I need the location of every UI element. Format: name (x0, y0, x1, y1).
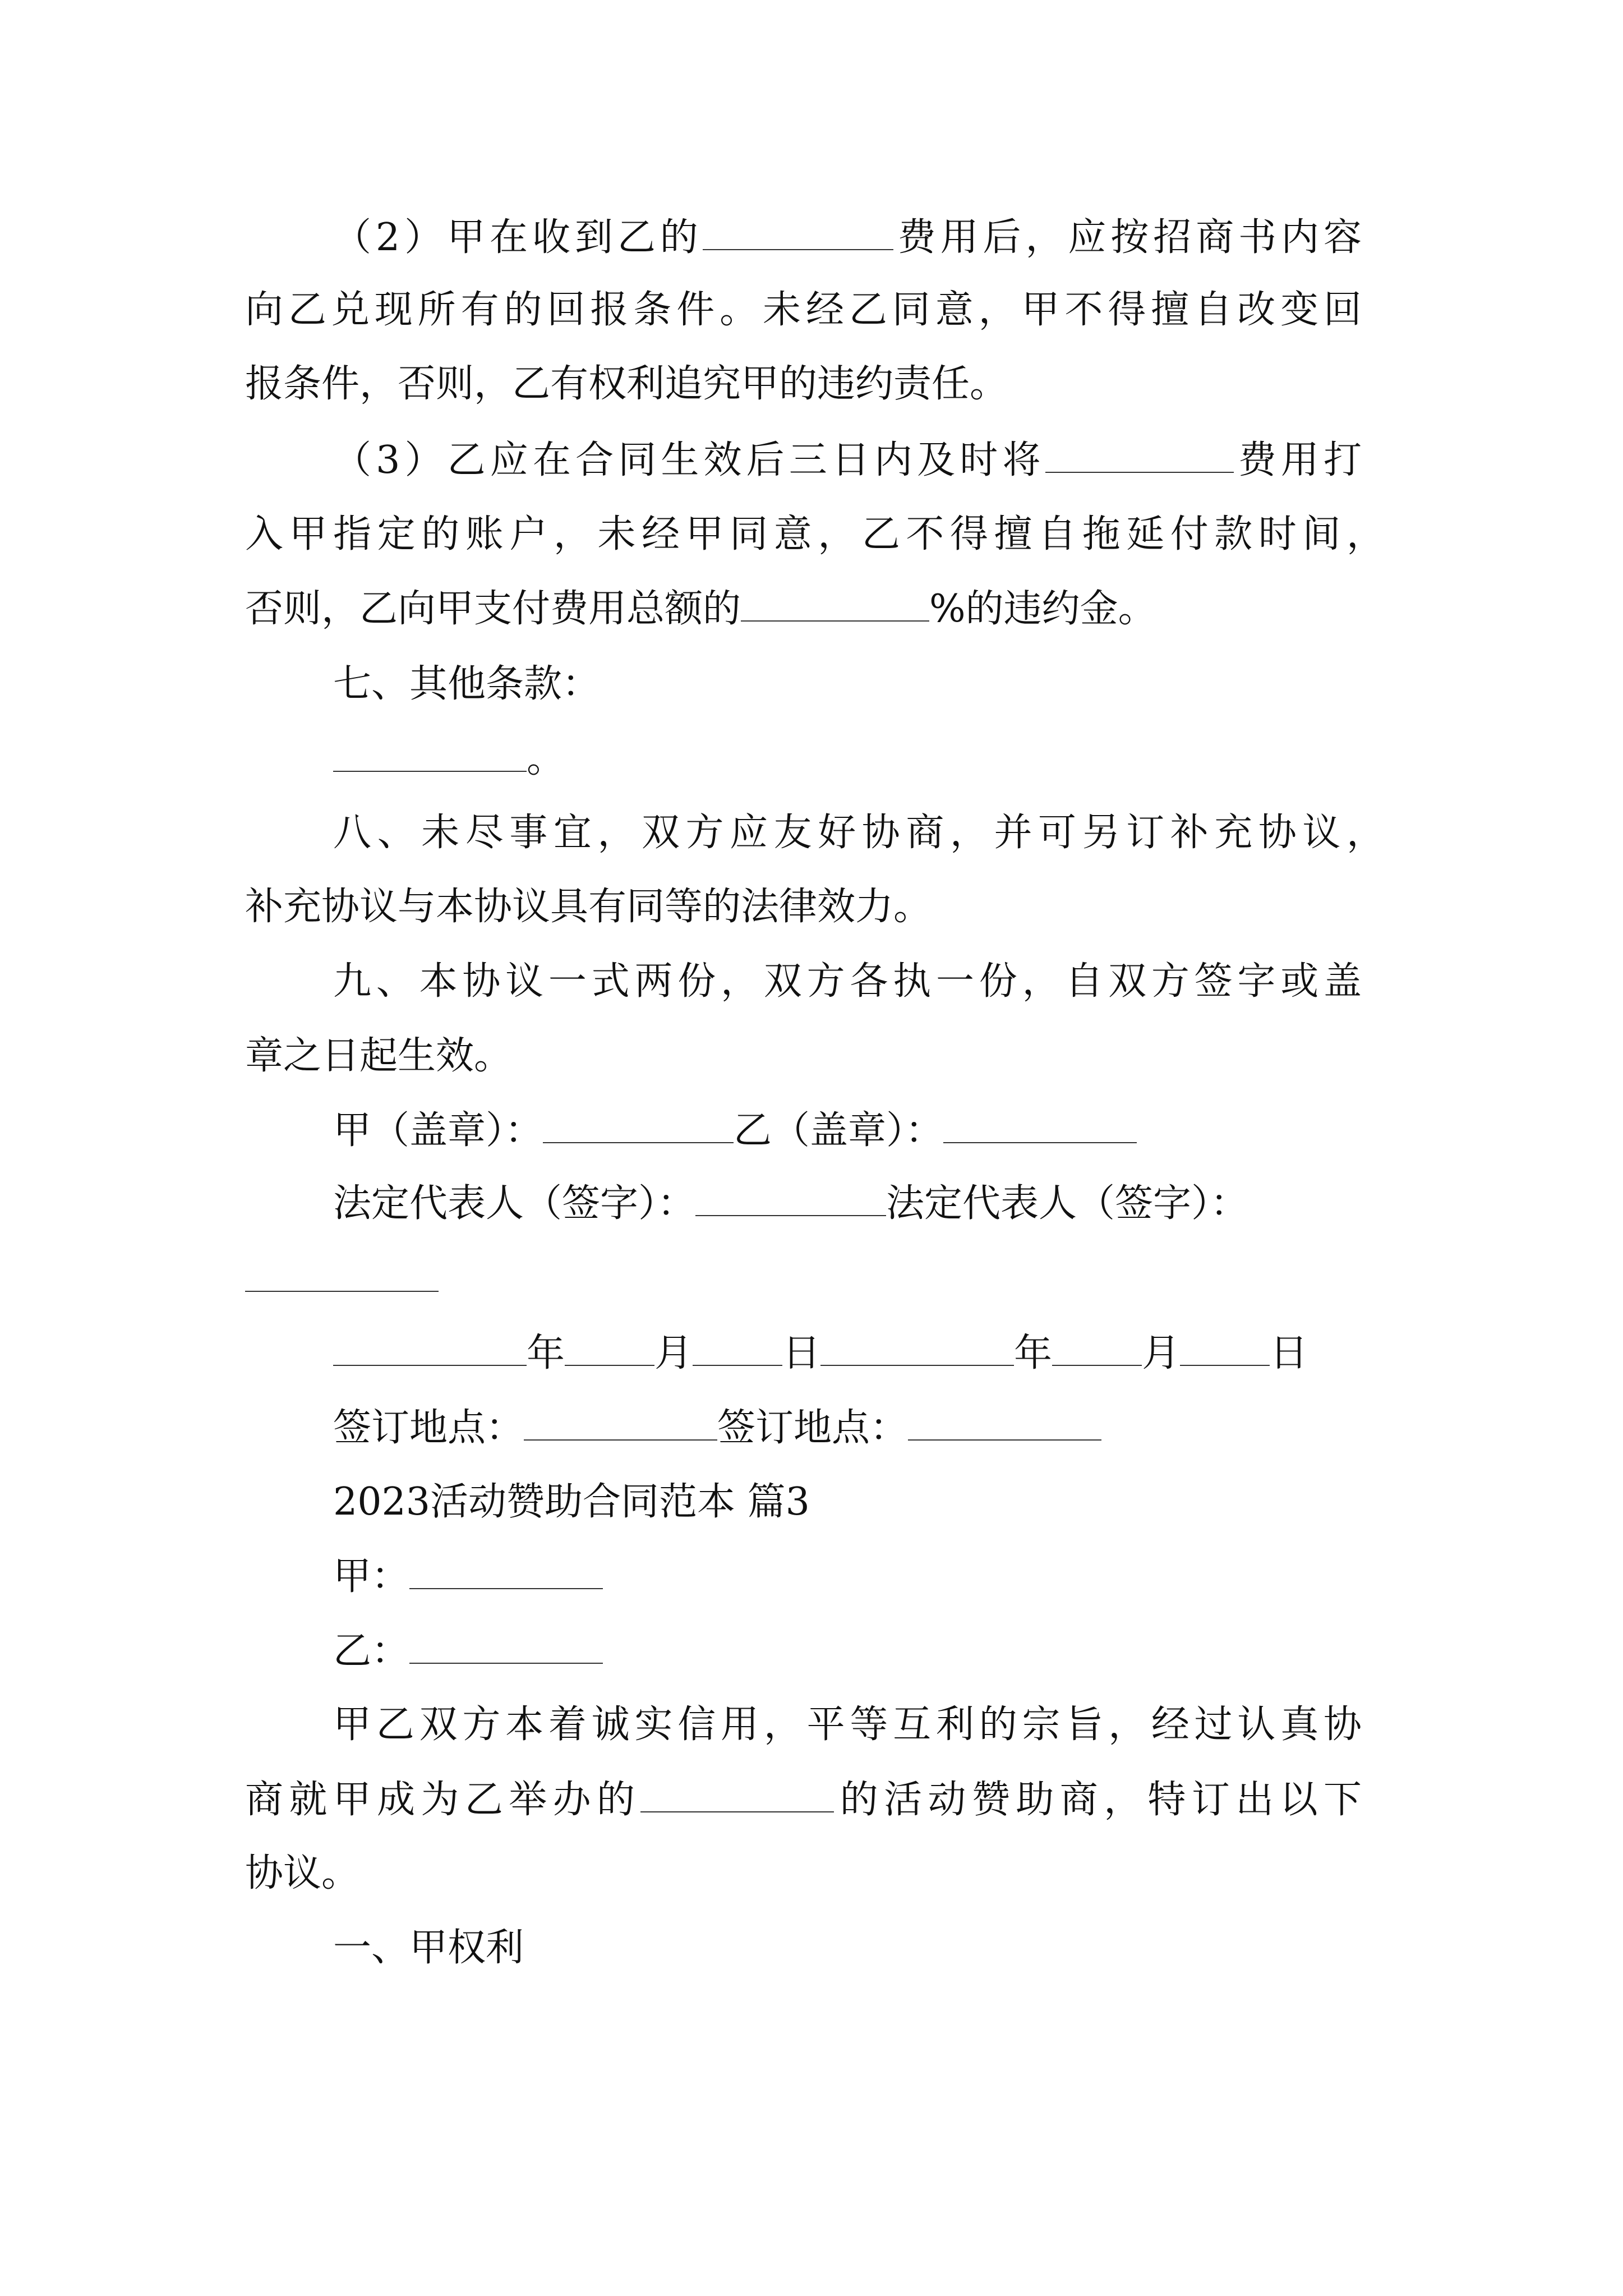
fill-blank (695, 1178, 886, 1216)
text: 乙： (333, 1629, 410, 1673)
contract-heading: 2023活动赞助合同范本 篇3 (333, 1480, 810, 1524)
fill-blank (693, 1328, 782, 1366)
section-7-content (333, 734, 565, 784)
party-a-line (333, 1551, 603, 1602)
fill-blank (908, 1402, 1101, 1441)
representative-line (333, 1178, 1248, 1228)
text: 否则，乙向甲支付费用总额的 (245, 587, 741, 631)
text: 年 (1014, 1331, 1053, 1375)
party-a-rep-label: 法定代表人（签字）： (333, 1181, 696, 1226)
text: 月 (1142, 1331, 1181, 1375)
intro-line-2 (245, 1774, 1362, 1825)
section-9-line-2: 章之日起生效。 (245, 1034, 513, 1078)
text: 甲： (333, 1554, 410, 1599)
text: 的活动赞助商，特订出以下 (834, 1778, 1362, 1822)
clause-3-line-1 (333, 435, 1362, 485)
text: 月 (654, 1331, 693, 1375)
fill-blank (333, 1328, 527, 1366)
representative-continuation (245, 1254, 439, 1304)
section-7-heading: 七、其他条款： (333, 662, 601, 706)
text: 费用后，应按招商书内容 (893, 215, 1362, 260)
text: 商就甲成为乙举办的 (245, 1778, 641, 1822)
text: 签订地点： (717, 1406, 909, 1450)
party-b-seal-label: 乙（盖章）： (734, 1108, 944, 1153)
fill-blank (1045, 435, 1234, 473)
section-8-line-2: 补充协议与本协议具有同等的法律效力。 (245, 885, 932, 929)
intro-line-1: 甲乙双方本着诚实信用，平等互利的宗旨，经过认真协 (333, 1703, 1362, 1747)
fill-blank (640, 1774, 834, 1812)
fill-blank (565, 1328, 654, 1366)
text: %的违约金。 (929, 587, 1156, 631)
seal-line (333, 1105, 1137, 1156)
fill-blank (524, 1402, 717, 1441)
fill-blank (543, 1105, 734, 1143)
section-9-line-1: 九、本协议一式两份，双方各执一份，自双方签字或盖 (333, 959, 1362, 1004)
text: 日 (782, 1331, 821, 1375)
intro-line-3: 协议。 (245, 1851, 360, 1895)
fill-blank (1180, 1328, 1270, 1366)
fill-blank (333, 734, 527, 772)
fill-blank (820, 1328, 1014, 1366)
text: （2）甲在收到乙的 (333, 215, 703, 260)
fill-blank (1052, 1328, 1142, 1366)
fill-blank (245, 1254, 439, 1292)
text: 费用打 (1233, 438, 1362, 482)
text: 年 (527, 1331, 565, 1375)
clause-3-line-2: 入甲指定的账户，未经甲同意，乙不得擅自拖延付款时间， (245, 512, 1385, 556)
text: 。 (527, 737, 565, 781)
fill-blank (943, 1105, 1137, 1143)
section-8-line-1: 八、未尽事宜，双方应友好协商，并可另订补充协议， (333, 811, 1385, 855)
text: （3）乙应在合同生效后三日内及时将 (333, 438, 1045, 482)
date-line (333, 1328, 1308, 1378)
text: 签订地点： (333, 1406, 524, 1450)
fill-blank (409, 1626, 603, 1664)
section-1-heading: 一、甲权利 (333, 1926, 524, 1970)
party-a-seal-label: 甲（盖章）： (333, 1108, 543, 1153)
clause-2-line-2: 向乙兑现所有的回报条件。未经乙同意，甲不得擅自改变回 (245, 288, 1362, 332)
clause-3-line-3 (245, 583, 1156, 634)
fill-blank (409, 1551, 603, 1589)
clause-2-line-1 (333, 212, 1362, 263)
signing-place-line (333, 1402, 1101, 1453)
party-b-line (333, 1626, 603, 1676)
fill-blank (703, 212, 893, 250)
fill-blank (741, 583, 929, 622)
text: 日 (1270, 1331, 1308, 1375)
clause-2-line-3: 报条件，否则，乙有权利追究甲的违约责任。 (245, 362, 1008, 406)
party-b-rep-label: 法定代表人（签字）： (886, 1181, 1249, 1226)
